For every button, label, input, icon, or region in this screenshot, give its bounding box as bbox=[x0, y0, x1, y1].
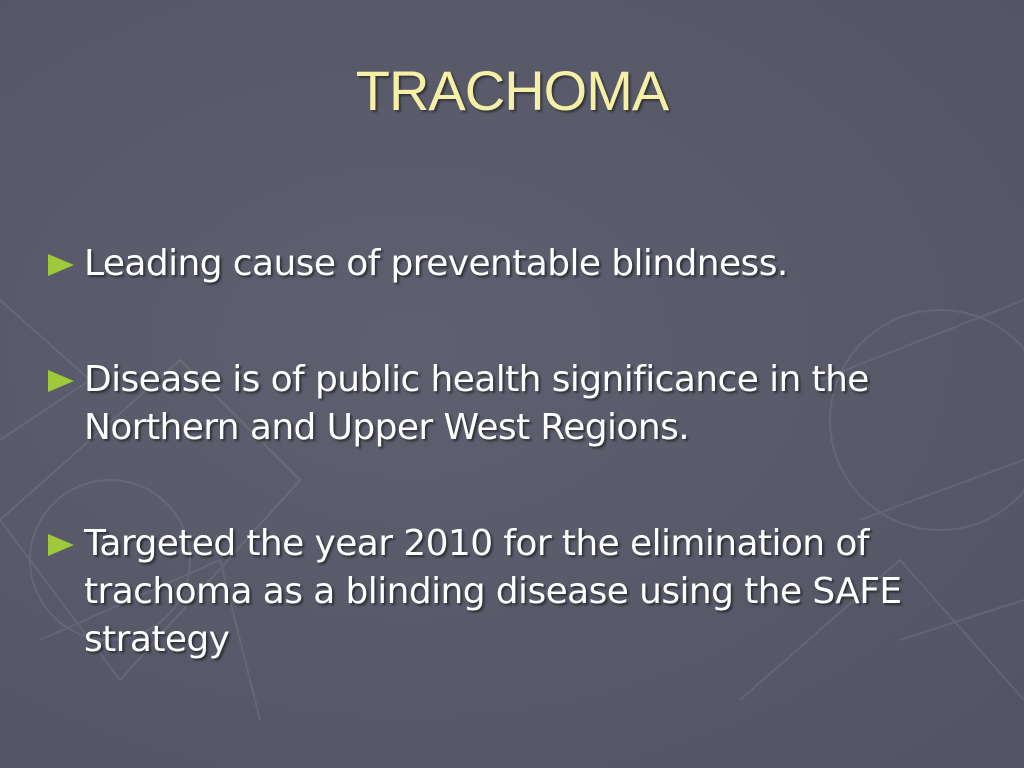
triangle-right-icon bbox=[48, 534, 74, 556]
bullet-item bbox=[48, 356, 978, 452]
triangle-right-icon bbox=[48, 370, 74, 392]
triangle-right-icon bbox=[48, 254, 74, 276]
bullet-text: Leading cause of preventable blindness. bbox=[84, 243, 788, 284]
slide-title: TRACHOMA bbox=[355, 59, 669, 122]
bullet-text: Targeted the year 2010 for the elimination of trachoma as a blinding disease using the SAFE strategy bbox=[84, 523, 902, 660]
bullet-text: Disease is of public health significance in the Northern and Upper West Regions. bbox=[84, 359, 869, 448]
bullet-list bbox=[48, 240, 978, 664]
bullet-item bbox=[48, 240, 978, 288]
bullet-item bbox=[48, 520, 978, 664]
